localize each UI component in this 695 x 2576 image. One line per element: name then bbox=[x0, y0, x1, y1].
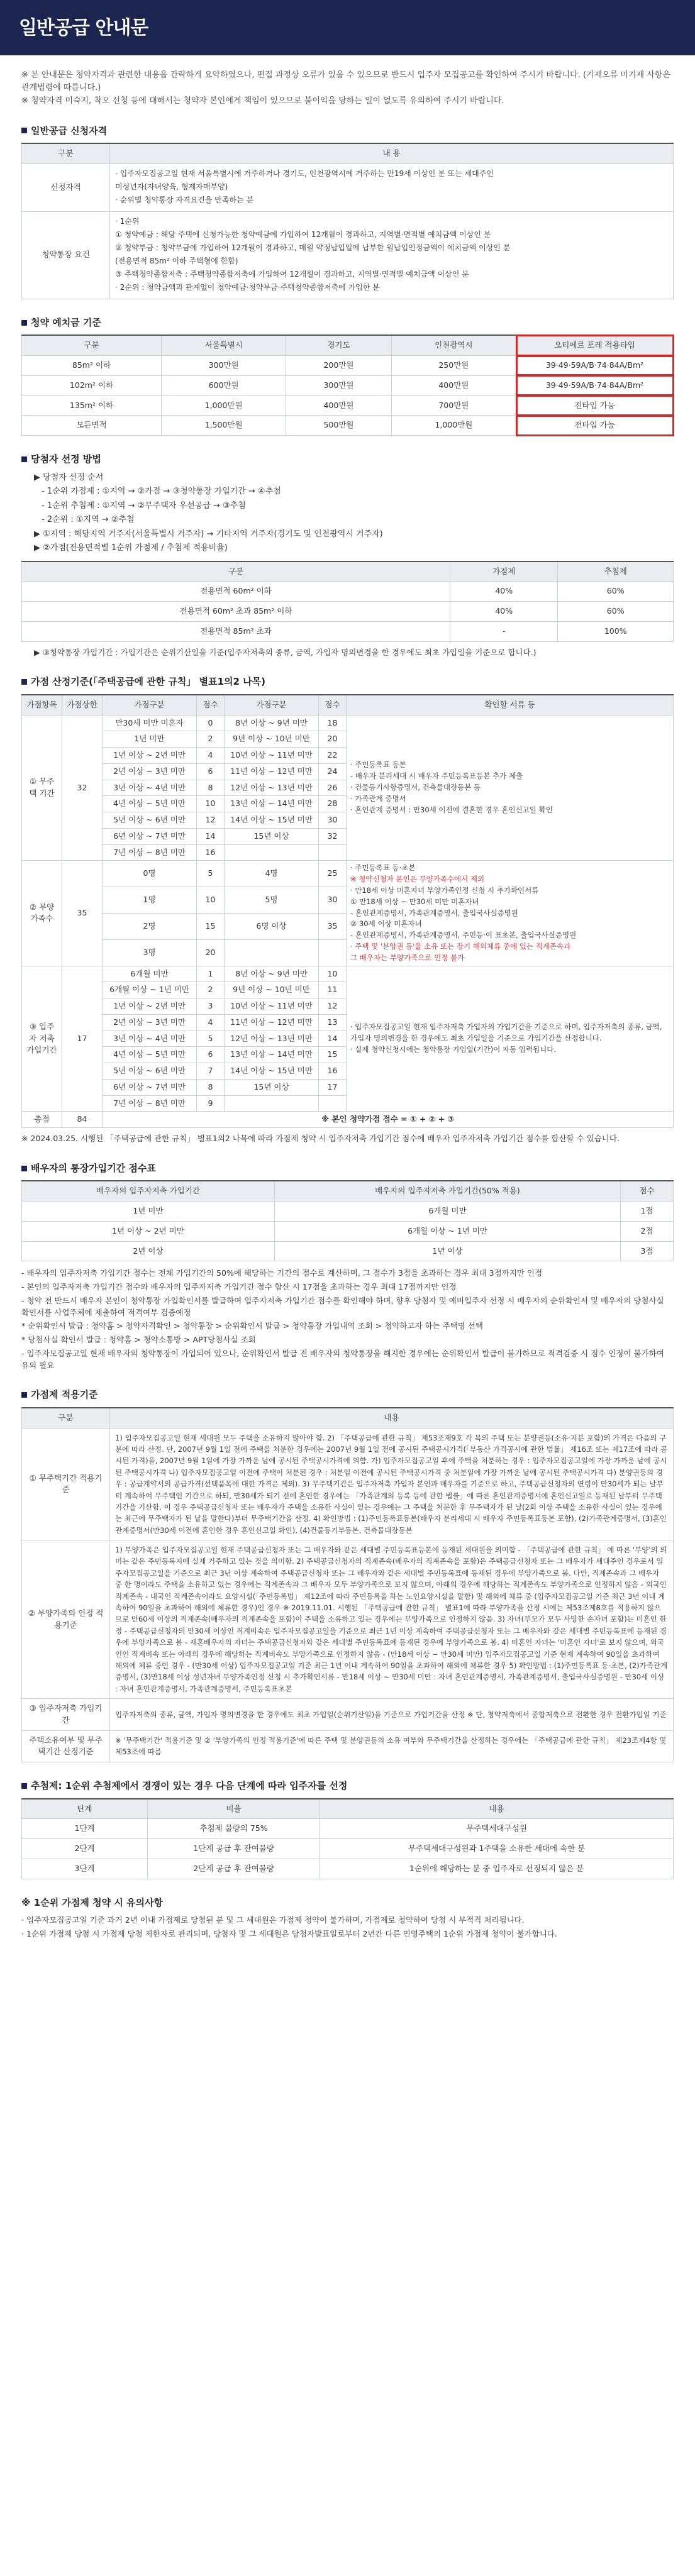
score-cell: 6개월 미만 bbox=[103, 966, 197, 982]
cell: 300만원 bbox=[286, 375, 392, 395]
cell: 102m² 이하 bbox=[22, 375, 162, 395]
score-cell: 5명 bbox=[225, 887, 319, 914]
cell: 60% bbox=[558, 602, 674, 622]
group-name: ① 무주택 기간 bbox=[22, 715, 62, 861]
score-cell: 1명 bbox=[103, 887, 197, 914]
table-header: 인천광역시 bbox=[391, 335, 516, 355]
cell: 85m² 이하 bbox=[22, 356, 162, 376]
cell: 1년 미만 bbox=[22, 1202, 275, 1222]
score-cell: 6년 이상 ~ 7년 미만 bbox=[103, 1079, 197, 1095]
score-cell: 11 bbox=[319, 982, 347, 998]
cell: 전용면적 85m² 초과 bbox=[22, 621, 450, 641]
group-max: 17 bbox=[62, 966, 103, 1112]
section-caution bbox=[21, 1896, 674, 1940]
cell: 2단계 공급 후 잔여물량 bbox=[148, 1859, 320, 1879]
score-cell bbox=[319, 1095, 347, 1112]
doc-line: - 혼인관계증명서, 가족관계증명서, 출입국사실증명원 bbox=[350, 908, 518, 917]
score-cell: 14 bbox=[197, 828, 225, 844]
cell: 전용면적 60m² 이하 bbox=[22, 582, 450, 602]
score-cell: 13 bbox=[319, 1014, 347, 1031]
page-title: 일반공급 안내문 bbox=[19, 16, 148, 39]
ratio-table bbox=[21, 561, 674, 642]
row-label: 주택소유여부 및 무주택기간 산정기준 bbox=[22, 1730, 110, 1762]
cell: 250만원 bbox=[391, 356, 516, 376]
score-cell: 12 bbox=[197, 812, 225, 829]
note-line: · 1순위 가점제 당첨 시 가점제 당첨 제한자로 관리되며, 당첨자 및 그 세대원은 당첨자발표일로부터 2년간 다른 민영주택의 1순위 가점제 청약이 불가합니다. bbox=[21, 1928, 557, 1938]
text-line: · 1순위 bbox=[115, 216, 140, 226]
score-cell: 14년 이상 ~ 15년 미만 bbox=[225, 1063, 319, 1080]
score-cell: 32 bbox=[319, 828, 347, 844]
score-cell: 24 bbox=[319, 763, 347, 780]
text-line: ① 청약예금 : 해당 주택에 신청가능한 청약예금에 가입하여 12개월이 경과하고, 지역별·면적별 예치금액 이상인 분 bbox=[115, 229, 491, 239]
score-cell: 13년 이상 ~ 14년 미만 bbox=[225, 1047, 319, 1063]
score-cell: 17 bbox=[319, 1079, 347, 1095]
row-label: ② 부양가족의 인정 적용기준 bbox=[22, 1540, 110, 1699]
text-line: - 1순위 추첨제 : ①지역 → ②무주택자 우선공급 → ③추첨 bbox=[42, 500, 246, 511]
docs-cell bbox=[347, 966, 674, 1112]
score-cell: 5년 이상 ~ 6년 미만 bbox=[103, 812, 197, 829]
text-line: ▶ ①지역 : 해당지역 거주자(서울특별시 거주자) → 기타지역 거주자(경기도 및 인천광역시 거주자) bbox=[34, 529, 383, 539]
cell: 500만원 bbox=[286, 416, 392, 436]
table-header: 내 용 bbox=[110, 143, 674, 163]
table-header-highlight: 오티에르 포레 적용타입 bbox=[516, 335, 674, 355]
score-cell: 15 bbox=[197, 913, 225, 939]
score-cell: 28 bbox=[319, 796, 347, 812]
total-max: 84 bbox=[62, 1112, 103, 1128]
cell: 모든면적 bbox=[22, 416, 162, 436]
doc-line: · 실제 청약신청시에는 청약통장 가입일(기간)이 자동 입력됩니다. bbox=[350, 1044, 557, 1054]
score-cell: 5 bbox=[197, 861, 225, 887]
text-line: · 입주자모집공고일 현재 서울특별시에 거주하거나 경기도, 인천광역시에 거주하는 만19세 이상인 분 또는 세대주인 bbox=[115, 169, 494, 178]
cell: 1순위에 해당하는 분 중 입주자로 선정되지 않은 분 bbox=[320, 1859, 674, 1879]
score-cell: 1 bbox=[197, 966, 225, 982]
section-application-criteria bbox=[21, 1388, 674, 1762]
note-line: - 본인의 입주자저축 가입기간 점수와 배우자의 입주자저축 가입기간 점수 합산 시 17점을 초과하는 경우 최대 17점까지만 인정 bbox=[21, 1282, 457, 1292]
cell: 2년 이상 bbox=[22, 1241, 275, 1261]
cell: 1단계 bbox=[22, 1819, 148, 1839]
score-cell: 8 bbox=[197, 780, 225, 796]
square-bullet-icon bbox=[21, 128, 27, 133]
table-header: 가점제 bbox=[450, 561, 558, 582]
cell: 1년 이상 ~ 2년 미만 bbox=[22, 1221, 275, 1241]
score-cell bbox=[225, 939, 319, 966]
cell: 40% bbox=[450, 582, 558, 602]
group-dependents bbox=[22, 861, 674, 966]
text-line: · 2순위 : 청약금액과 관계없이 청약예금·청약부금·주택청약종합저축에 가입한 분 bbox=[115, 282, 380, 292]
score-cell: 30 bbox=[319, 812, 347, 829]
row-label: 청약통장 요건 bbox=[22, 211, 110, 299]
cell: 무주택세대구성원과 1주택을 소유한 세대에 속한 분 bbox=[320, 1839, 674, 1859]
table-header: 내용 bbox=[320, 1799, 674, 1819]
score-cell: 2 bbox=[197, 982, 225, 998]
score-cell: 4 bbox=[197, 748, 225, 764]
score-cell: 26 bbox=[319, 780, 347, 796]
score-cell: 9 bbox=[197, 1095, 225, 1112]
table-header: 배우자의 입주자저축 가입기간 bbox=[22, 1181, 275, 1201]
docs-cell bbox=[347, 861, 674, 966]
lottery-table bbox=[21, 1798, 674, 1879]
score-cell: 5 bbox=[197, 1031, 225, 1047]
cell: 3단계 bbox=[22, 1859, 148, 1879]
cell-highlight: 전타입 가능 bbox=[516, 416, 674, 436]
cell: 400만원 bbox=[286, 395, 392, 416]
note-line: - 청약 전 반드시 배우자 본인이 청약통장 가입확인서를 발급하여 입주자저축 가입기간 점수를 확인해야 하며, 향후 당첨자 및 예비입주자 선정 시 배우자의 순위확인서 및 배우자의 당첨사실 확인서를 사업주체에 제출하여 적격여부 검증예정 bbox=[21, 1295, 664, 1317]
table-header: 가점항목 bbox=[22, 695, 62, 715]
table-header: 배우자의 입주자저축 가입기간(50% 적용) bbox=[274, 1181, 620, 1201]
cell-highlight: 39·49·59A/B·74·84A/Bm² bbox=[516, 375, 674, 395]
score-cell: 12년 이상 ~ 13년 미만 bbox=[225, 780, 319, 796]
cell: 2단계 bbox=[22, 1839, 148, 1859]
score-cell: 5년 이상 ~ 6년 미만 bbox=[103, 1063, 197, 1080]
section-title: ※ 1순위 가점제 청약 시 유의사항 bbox=[21, 1896, 164, 1908]
score-cell: 4년 이상 ~ 5년 미만 bbox=[103, 796, 197, 812]
score-cell: 35 bbox=[319, 913, 347, 939]
cell: 400만원 bbox=[391, 375, 516, 395]
score-cell: 8년 이상 ~ 9년 미만 bbox=[225, 966, 319, 982]
text-line: · 순위별 청약통장 자격요건을 만족하는 분 bbox=[115, 195, 253, 204]
table-header: 점수 bbox=[319, 695, 347, 715]
text-line: 미성년자(자녀양육, 형제자매부양) bbox=[115, 182, 228, 191]
score-cell: 9년 이상 ~ 10년 미만 bbox=[225, 731, 319, 748]
score-cell: 7년 이상 ~ 8년 미만 bbox=[103, 1095, 197, 1112]
section-spouse-score bbox=[21, 1161, 674, 1372]
cell: 3점 bbox=[621, 1241, 674, 1261]
cell: 1년 이상 bbox=[274, 1241, 620, 1261]
section-title: 가점 산정기준(「주택공급에 관한 규칙」 별표1의2 나목) bbox=[31, 676, 265, 688]
cell: 200만원 bbox=[286, 356, 392, 376]
group-homeless bbox=[22, 715, 674, 861]
note-line: - 배우자의 입주자저축 가입기간 점수는 전체 가입기간의 50%에 해당하는 기간의 점수로 계산하며, 그 점수가 3점을 초과하는 경우 최대 3점까지만 인정 bbox=[21, 1268, 543, 1278]
score-cell: 10년 이상 ~ 11년 미만 bbox=[225, 998, 319, 1015]
score-cell: 15년 이상 bbox=[225, 1079, 319, 1095]
score-cell: 14 bbox=[319, 1031, 347, 1047]
square-bullet-icon bbox=[21, 1392, 27, 1398]
score-cell: 3년 이상 ~ 4년 미만 bbox=[103, 780, 197, 796]
text-line: ▶ 당첨자 선정 순서 bbox=[34, 472, 104, 482]
cell: 300만원 bbox=[162, 356, 286, 376]
doc-line: 그 배우자는 부양가족으로 인정 불가 bbox=[350, 953, 465, 962]
note-text: ▶ ③청약통장 가입기간 : 가입기간은 순위기산일을 기준(입주자저축의 종류, 금액, 가입자 명의변경을 한 경우에도 최초 가입일을 기준으로 합니다.) bbox=[34, 647, 537, 657]
section-title: 추첨제: 1순위 추첨제에서 경쟁이 있는 경우 다음 단계에 따라 입주자를 선정 bbox=[31, 1780, 348, 1792]
row-label: ① 무주택기간 적용기준 bbox=[22, 1428, 110, 1540]
section-title: 청약 예치금 기준 bbox=[31, 316, 101, 328]
score-cell: 7 bbox=[197, 1063, 225, 1080]
cell: 1단계 공급 후 잔여물량 bbox=[148, 1839, 320, 1859]
cell: - bbox=[450, 621, 558, 641]
score-cell: 8년 이상 ~ 9년 미만 bbox=[225, 715, 319, 731]
cell-highlight: 전타입 가능 bbox=[516, 395, 674, 416]
score-cell: 22 bbox=[319, 748, 347, 764]
doc-line: ※ 청약신청자 본인은 부양가족수에서 제외 bbox=[350, 875, 485, 884]
score-cell bbox=[319, 844, 347, 861]
section-title: 일반공급 신청자격 bbox=[31, 124, 108, 136]
doc-line: · 혼인관계 증명서 : 만30세 이전에 결혼한 경우 혼인신고일 확인 bbox=[350, 805, 553, 814]
docs-cell bbox=[347, 715, 674, 861]
table-header: 확인할 서류 등 bbox=[347, 695, 674, 715]
total-label: 총점 bbox=[22, 1112, 62, 1128]
score-cell: 11년 이상 ~ 12년 미만 bbox=[225, 763, 319, 780]
header-bar bbox=[0, 0, 695, 55]
table-header: 가점구분 bbox=[225, 695, 319, 715]
cell: 2점 bbox=[621, 1221, 674, 1241]
section-selection bbox=[21, 452, 674, 658]
doc-line: · 주민등록표 등·초본 bbox=[350, 863, 416, 873]
score-cell: 4년 이상 ~ 5년 미만 bbox=[103, 1047, 197, 1063]
cell: 60% bbox=[558, 582, 674, 602]
cell: 전용면적 60m² 초과 85m² 이하 bbox=[22, 602, 450, 622]
table-header: 점수 bbox=[621, 1181, 674, 1201]
score-cell: 4명 bbox=[225, 861, 319, 887]
score-cell: 1년 미만 bbox=[103, 731, 197, 748]
table-header: 점수 bbox=[197, 695, 225, 715]
deposit-table bbox=[21, 334, 674, 436]
score-cell: 18 bbox=[319, 715, 347, 731]
cell: 1,000만원 bbox=[391, 416, 516, 436]
score-cell: 1년 이상 ~ 2년 미만 bbox=[103, 748, 197, 764]
section-deposit bbox=[21, 316, 674, 436]
doc-line: · 건물등기사항증명서, 건축물대장등본 등 bbox=[350, 782, 481, 792]
score-cell: 6년 이상 ~ 7년 미만 bbox=[103, 828, 197, 844]
doc-line: · 주택 및 '분양권 등'을 소유 또는 장기 해외체류 중에 있는 직계존속과 bbox=[350, 941, 571, 951]
score-cell: 14년 이상 ~ 15년 미만 bbox=[225, 812, 319, 829]
group-name: ③ 입주자 저축 가입기간 bbox=[22, 966, 62, 1112]
text-line: - 2순위 : ①지역 → ②추첨 bbox=[42, 515, 135, 524]
score-cell: 10 bbox=[319, 966, 347, 982]
doc-line: · 입주자모집공고일 현재 입주자저축 가입자의 가입기간을 기준으로 하며, 입주자저축의 종류, 금액, 가입자 명의변경을 한 경우에도 최초 가입일을 기준으로 가입기간을 산정합니다. bbox=[350, 1022, 662, 1043]
section-title: 당첨자 선정 방법 bbox=[31, 453, 101, 465]
group-max: 35 bbox=[62, 861, 103, 966]
score-cell: 10 bbox=[197, 887, 225, 914]
spouse-table bbox=[21, 1180, 674, 1261]
row-label: 신청자격 bbox=[22, 163, 110, 211]
score-cell: 만30세 미만 미혼자 bbox=[103, 715, 197, 731]
score-cell bbox=[225, 844, 319, 861]
note-line: * 순위확인서 발급 : 청약홈 > 청약자격확인 > 청약통장 > 순위확인서 발급 > 청약통장 가입내역 조회 > 청약하고자 하는 주택명 선택 bbox=[21, 1321, 483, 1331]
score-cell: 15 bbox=[319, 1047, 347, 1063]
doc-line: · 만18세 이상 미혼자녀 부양가족인정 신청 시 추가확인서류 bbox=[350, 885, 539, 895]
group-name: ② 부양 가족수 bbox=[22, 861, 62, 966]
eligibility-table bbox=[21, 143, 674, 299]
doc-line: · 가족관계 증명서 bbox=[350, 793, 406, 803]
cell: 무주택세대구성원 bbox=[320, 1819, 674, 1839]
text-line: - 1순위 가점제 : ①지역 → ②가점 → ③청약통장 가입기간 → ④추첨 bbox=[42, 487, 281, 496]
section-title: 가점제 적용기준 bbox=[31, 1389, 98, 1401]
group-savings bbox=[22, 966, 674, 1112]
score-cell: 6 bbox=[197, 1047, 225, 1063]
score-cell: 7년 이상 ~ 8년 미만 bbox=[103, 844, 197, 861]
section-lottery bbox=[21, 1779, 674, 1879]
score-cell: 13년 이상 ~ 14년 미만 bbox=[225, 796, 319, 812]
table-header: 내용 bbox=[110, 1408, 674, 1428]
table-header: 가점구분 bbox=[103, 695, 197, 715]
table-header: 단계 bbox=[22, 1799, 148, 1819]
score-cell: 2년 이상 ~ 3년 미만 bbox=[103, 1014, 197, 1031]
score-cell bbox=[319, 939, 347, 966]
criteria-text: ※ '무주택기간' 적용기준 및 ② '부양가족의 인정 적용기준'에 따른 주택 및 분양권등의 소유 여부와 무주택기간을 산정하는 경우에는 「주택공급에 관한 규칙」 제23조제4항 및 제53조에 따름 bbox=[110, 1730, 674, 1762]
table-header: 구분 bbox=[22, 561, 450, 582]
criteria-table bbox=[21, 1407, 674, 1762]
score-table bbox=[21, 694, 674, 1128]
text-line: ③ 주택청약종합저축 : 주택청약종합저축에 가입하여 12개월이 경과하고, 지역별·면적별 예치금액 이상인 분 bbox=[115, 269, 469, 279]
score-cell: 20 bbox=[319, 731, 347, 748]
section-eligibility bbox=[21, 124, 674, 299]
score-cell: 2년 이상 ~ 3년 미만 bbox=[103, 763, 197, 780]
cell: 1,000만원 bbox=[162, 395, 286, 416]
doc-line: ② 30세 이상 미혼자녀 bbox=[350, 919, 422, 929]
score-cell: 15년 이상 bbox=[225, 828, 319, 844]
score-cell: 10 bbox=[197, 796, 225, 812]
table-header: 추첨제 bbox=[558, 561, 674, 582]
cell: 135m² 이하 bbox=[22, 395, 162, 416]
score-cell: 12년 이상 ~ 13년 미만 bbox=[225, 1031, 319, 1047]
score-cell: 3년 이상 ~ 4년 미만 bbox=[103, 1031, 197, 1047]
score-cell: 6 bbox=[197, 763, 225, 780]
cell: 100% bbox=[558, 621, 674, 641]
criteria-text: 입주자저축의 종류, 금액, 가입자 명의변경을 한 경우에도 최초 가입일(순위기산일)을 기준으로 가입기간을 산정 ※ 단, 청약저축에서 종합저축으로 전환한 경우 전환가입일 기준 bbox=[110, 1699, 674, 1731]
score-cell: 6명 이상 bbox=[225, 913, 319, 939]
score-cell: 1년 이상 ~ 2년 미만 bbox=[103, 998, 197, 1015]
score-cell: 0 bbox=[197, 715, 225, 731]
square-bullet-icon bbox=[21, 679, 27, 685]
score-cell: 6개월 이상 ~ 1년 미만 bbox=[103, 982, 197, 998]
square-bullet-icon bbox=[21, 320, 27, 326]
score-cell: 11년 이상 ~ 12년 미만 bbox=[225, 1014, 319, 1031]
notice-box bbox=[21, 69, 674, 108]
note-line: - 입주자모집공고일 현재 배우자의 청약통장이 가입되어 있으나, 순위확인서 발급 전 배우자의 청약통장을 해지한 경우에는 순위확인서 발급이 불가하므로 적격검증 시 점수 인정이 불가하여 유의 필요 bbox=[21, 1348, 664, 1370]
cell: 700만원 bbox=[391, 395, 516, 416]
score-cell: 3 bbox=[197, 998, 225, 1015]
note-line: · 입주자모집공고일 기준 과거 2년 이내 가점제로 당첨된 분 및 그 세대원은 가점제 청약이 불가하며, 가점제로 청약하여 당첨 시 부적격 처리됩니다. bbox=[21, 1915, 525, 1925]
table-header: 구분 bbox=[22, 143, 110, 163]
section-title: 배우자의 통장가입기간 점수표 bbox=[31, 1162, 156, 1174]
notice-line: ※ 본 안내문은 청약자격과 관련한 내용을 간략하게 요약하였으나, 편집 과정상 오류가 있을 수 있으므로 반드시 입주자 모집공고를 확인하여 주시기 바랍니다. (기재오류 미기재 사항은 관계법령에 따릅니다.) bbox=[21, 70, 670, 92]
doc-line: · 주민등록표 등본 bbox=[350, 760, 406, 770]
score-cell: 20 bbox=[197, 939, 225, 966]
score-cell: 10년 이상 ~ 11년 미만 bbox=[225, 748, 319, 764]
doc-line: - 배우자 분리세대 시 배우자 주민등록표등본 추가 제출 bbox=[350, 771, 523, 781]
cell: 6개월 미만 bbox=[274, 1202, 620, 1222]
note-line: * 당첨사실 확인서 발급 : 청약홈 > 청약소통방 > APT당첨사실 조회 bbox=[21, 1335, 256, 1345]
table-header: 구분 bbox=[22, 335, 162, 355]
table-header: 비율 bbox=[148, 1799, 320, 1819]
text-line: ▶ ②가점(전용면적별 1순위 가점제 / 추첨제 적용비율) bbox=[34, 543, 228, 553]
group-max: 32 bbox=[62, 715, 103, 861]
score-cell: 8 bbox=[197, 1079, 225, 1095]
section-score-criteria bbox=[21, 675, 674, 1145]
score-cell: 2 bbox=[197, 731, 225, 748]
criteria-text: 1) 입주자모집공고일 현재 세대원 모두 주택을 소유하지 않아야 함. 2) 「주택공급에 관한 규칙」 제53조제9호 각 목의 주택 또는 분양권등(소유·지분 포함)의 가격은 다음의 구분에 따라 산정. 단, 2007년 9월 1일 전에 주택을 처분한 경우에는 2007년 9월 1일 전에 공시된 주택공시가격(「부동산 가격공시에 관한 법률」 제16조 또는 제17조에 따라 공시된 가격)을, 2007년 9월 1일에 가장 가까운 날에 공시된 주택공시가격에 의함. 가) 입주자모집공고일 후에 주택을 처분하는 경우 : 입주자모집공고일에 가장 가까운 날에 공시된 주택공시가격 나) 입주자모집공고일 이전에 주택이 처분된 경우 : 처분일 이전에 공시된 주택공시가격 중 처분일에 가장 가까운 날에 공시된 주택공시가격 다) 분양권등의 경우 : 공급계약서의 공급가격(선택품목에 대한 가격은 제외). 3) 무주택기간은 입주자저축 가입자 본인과 배우자를 기준으로 하고, 주택공급신청자의 연령이 만30세가 되는 날부터 계속하여 무주택인 기간으로 하되, 만30세가 되기 전에 혼인한 경우에는 「가족관계의 등록 등에 관한 법률」에 따른 혼인관계증명서에 혼인신고일로 등재된 날부터 무주택기간을 기산함. 이 경우 주택공급신청자 또는 배우자가 주택을 소유한 사실이 있는 경우에는 그 주택을 처분한 후 무주택자가 된 날(2회 이상 주택을 소유한 사실이 있는 경우에는 최근에 무주택자가 된 날을 말한다)부터 무주택기간을 산정. 4) 확인방법 : (1)주민등록표등본(배우자 분리세대 시 배우자 주민등록표등본 포함), (2)가족관계증명서, (3)혼인관계증명서(만30세 이전에 혼인한 경우 혼인신고일 확인), (4)건물등기부등본, 건축물대장등본 bbox=[110, 1428, 674, 1540]
cell-highlight: 39·49·59A/B·74·84A/Bm² bbox=[516, 356, 674, 376]
square-bullet-icon bbox=[21, 1783, 27, 1789]
text-line: (전용면적 85m² 이하 주택형에 한함) bbox=[115, 256, 238, 265]
notice-line: ※ 청약자격 미숙지, 착오 신청 등에 대해서는 청약자 본인에게 책임이 있으므로 불이익을 당하는 일이 없도록 유의하여 주시기 바랍니다. bbox=[21, 96, 504, 106]
score-cell: 16 bbox=[197, 844, 225, 861]
cell: 1,500만원 bbox=[162, 416, 286, 436]
table-header: 구분 bbox=[22, 1408, 110, 1428]
criteria-text: 1) 부양가족은 입주자모집공고일 현재 주택공급신청자 또는 그 배우자와 같은 세대별 주민등록표등본에 등재된 세대원을 의미함 - 「주택공급에 관한 규칙」 에 따른 '부양'의 의미는 같은 주민등록지에 실제 거주하고 있는 것을 의미함. 2) 주택공급신청자의 직계존속(배우자의 직계존속을 포함)은 주택공급신청자 또는 그 배우자가 세대주인 경우로서 입주자모집공고일을 기준으로 최근 3년 이상 계속하여 주택공급신청자 또는 그 배우자와 같은 세대별 주민등록표에 등재된 경우에 부양가족으로 봄. 다만, 직계존속과 그 배우자 중 한 명이라도 주택을 소유하고 있는 경우에는 직계존속과 그 배우자 모두 부양가족으로 보지 않으며, 아래의 경우에 해당하는 직계존속도 부양가족으로 인정하지 않음 - 외국인 직계존속 - 내국인 직계존속이라도 요양시설(「주민등록법」 제12조에 따라 주민등록을 하는 노인요양시설을 말함) 및 해외에 체류 중 (입주자모집공고일 기준 최근 3년 이내 계속하여 90일을 초과하여 해외에 체류한 경우)인 경우 ※ 2019.11.01. 시행된 「주택공급에 관한 규칙」 별표1에 따라 부양가족을 산정 시에는 제53조제8호를 적용하지 않으므로 만60세 이상의 직계존속(배우자의 직계존속을 포함)이 주택을 소유하고 있는 경우에는 부양가족으로 인정하지 않음. 3) 자녀(부모가 모두 사망한 손자녀 포함)는 미혼인 한정 - 주택공급신청자의 만30세 이상인 직계비속은 입주자모집공고일을 기준으로 최근 1년 이상 계속하여 주택공급신청자 또는 그 배우자와 같은 세대별 주민등록표에 등재된 경우에 부양가족으로 봄 - 재혼배우자의 자녀는 주택공급신청자와 같은 세대별 주민등록표에 등재된 경우에 부양가족으로 봄. 4) 미혼인 자녀는 '미혼인 자녀'로 보지 않으며, 외국인인 직계비속 또는 아래의 경우에 해당하는 직계비속도 부양가족으로 인정하지 않음 - (만18세 이상 ~ 만30세 미만) 입주자모집공고일 기준 현재 계속하여 90일을 초과하여 해외에 체류 중인 경우 - (만30세 이상) 입주자모집공고일 기준 최근 1년 이내 계속하여 90일을 초과하여 해외에 체류한 경우 5) 확인방법 : (1)주민등록표 등·초본, (2)가족관계증명서, (3)만18세 이상 성년자녀 부양가족인정 신청 시 추가확인서류 - 만18세 이상 ~ 만30세 미만 : 자녀 혼인관계증명서, 가족관계증명서, 출입국사실증명원 - 만30세 이상 : 자녀 혼인관계증명서, 가족관계증명서, 주민등록표초본 bbox=[110, 1540, 674, 1699]
table-header: 경기도 bbox=[286, 335, 392, 355]
score-cell: 4 bbox=[197, 1014, 225, 1031]
text-line: ② 청약부금 : 청약부금에 가입하여 12개월이 경과하고, 매월 약정납입일에 납부한 월납입인정금액이 예치금액 이상인 분 bbox=[115, 243, 511, 252]
score-cell: 12 bbox=[319, 998, 347, 1015]
doc-line: ① 만18세 이상 ~ 만30세 미만 미혼자녀 bbox=[350, 897, 479, 906]
cell: 40% bbox=[450, 602, 558, 622]
score-cell: 0명 bbox=[103, 861, 197, 887]
score-cell: 25 bbox=[319, 861, 347, 887]
score-cell: 16 bbox=[319, 1063, 347, 1080]
cell: 1점 bbox=[621, 1202, 674, 1222]
score-cell: 2명 bbox=[103, 913, 197, 939]
table-header: 가점상한 bbox=[62, 695, 103, 715]
score-cell: 30 bbox=[319, 887, 347, 914]
score-cell: 9년 이상 ~ 10년 미만 bbox=[225, 982, 319, 998]
square-bullet-icon bbox=[21, 456, 27, 462]
doc-line: - 혼인관계증명서, 가족관계증명서, 주민등·이 표초본, 출입국사실증명원 bbox=[350, 931, 577, 940]
score-cell: 3명 bbox=[103, 939, 197, 966]
cell: 6개월 이상 ~ 1년 미만 bbox=[274, 1221, 620, 1241]
row-label: ③ 입주자저축 가입기간 bbox=[22, 1699, 110, 1731]
score-cell bbox=[225, 1095, 319, 1112]
table-header: 서울특별시 bbox=[162, 335, 286, 355]
cell: 추첨제 물량의 75% bbox=[148, 1819, 320, 1839]
total-note: ※ 본인 청약가점 점수 = ① + ② + ③ bbox=[103, 1112, 674, 1128]
note-text: ※ 2024.03.25. 시행된 「주택공급에 관한 규칙」 별표1의2 나목에 따라 가점제 청약 시 입주자저축 가입기간 점수에 배우자 입주자저축 가입기간 점수를 합산할 수 있습니다. bbox=[21, 1134, 620, 1144]
square-bullet-icon bbox=[21, 1166, 27, 1171]
cell: 600만원 bbox=[162, 375, 286, 395]
